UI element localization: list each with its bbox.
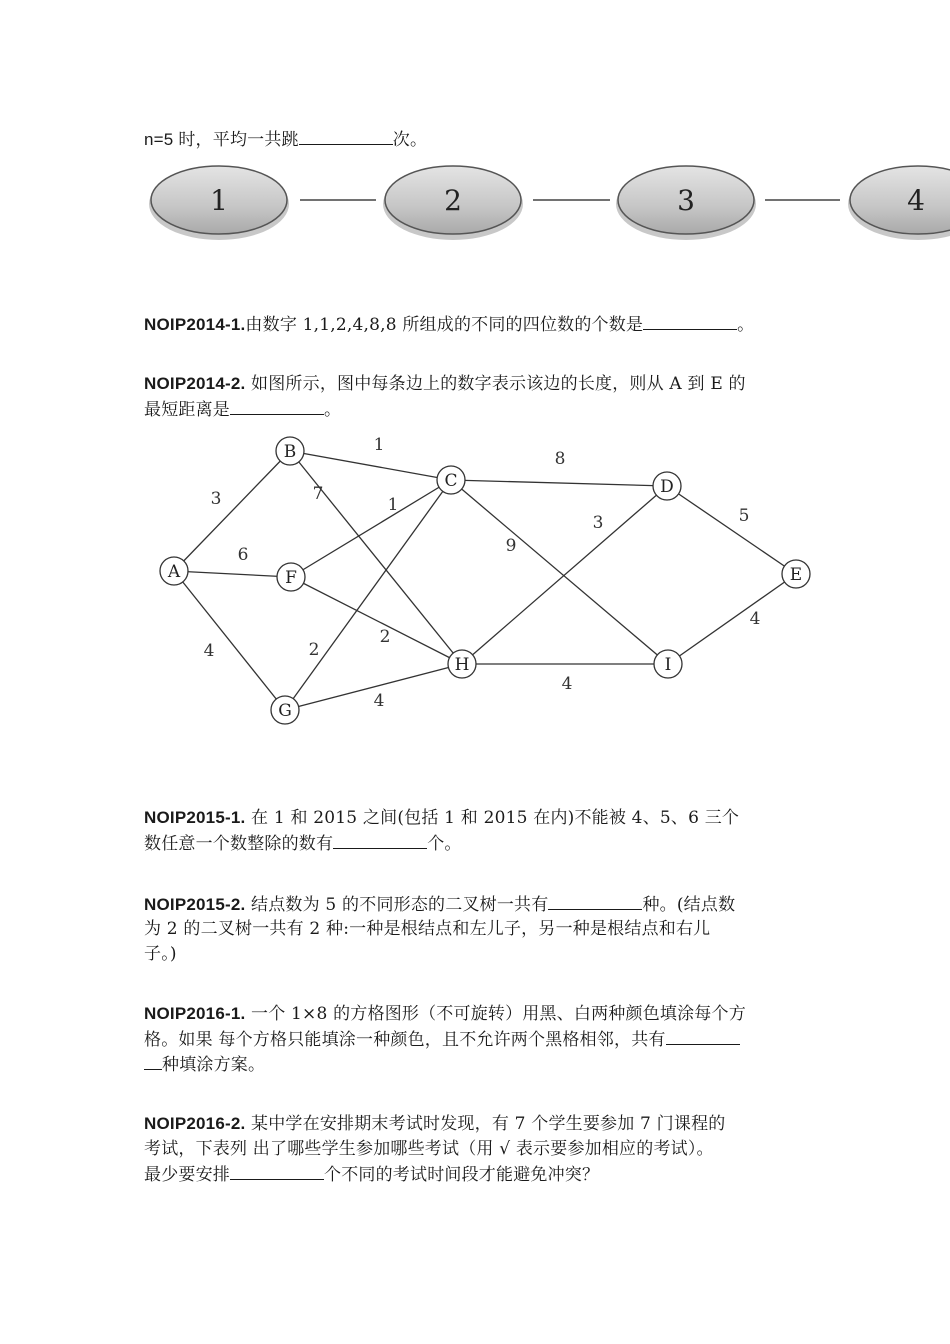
edge-weight-label: 3	[210, 489, 222, 509]
graph-node-f	[277, 563, 305, 591]
edge-weight-label: 4	[749, 609, 761, 629]
graph-edge-b-c	[290, 451, 451, 480]
question-2015-1-line1	[144, 807, 739, 829]
graph-edge-a-g	[174, 571, 285, 710]
graph-node-label: G	[278, 701, 292, 721]
edge-weight-label: 6	[237, 545, 249, 565]
edge-weight-label: 3	[592, 513, 604, 533]
chain-node-label: 4	[907, 184, 925, 217]
graph-node-c	[437, 466, 465, 494]
answer-blank-start	[666, 1028, 740, 1045]
question-label: NOIP2014-1.	[144, 315, 246, 334]
graph-node-g	[271, 696, 299, 724]
question-label: NOIP2015-1.	[144, 808, 246, 827]
question-2016-1-line1	[144, 1003, 746, 1025]
chain-node-label: 3	[677, 184, 695, 217]
jump-question-suffix: 次。	[392, 130, 428, 150]
answer-blank-end	[144, 1053, 162, 1070]
question-text: 某中学在安排期末考试时发现，有 7 个学生要参加 7 门课程的	[245, 1114, 726, 1134]
edge-weight-label: 4	[561, 674, 573, 694]
question-text: 个不同的考试时间段才能避免冲突？	[324, 1165, 600, 1185]
graph-node-label: D	[660, 477, 674, 497]
edge-weight-label: 1	[387, 495, 399, 515]
question-label: NOIP2016-2.	[144, 1114, 246, 1133]
graph-node-label: E	[789, 565, 803, 585]
question-2015-2-line2	[144, 918, 710, 940]
question-2015-1-line2	[144, 832, 462, 855]
edge-weight-label: 5	[738, 506, 750, 526]
graph-node-label: H	[454, 655, 470, 675]
graph-node-label: F	[285, 568, 297, 588]
question-text: 数任意一个数整除的数有	[144, 834, 334, 854]
graph-edge-a-f	[174, 571, 291, 577]
graph-edge-c-i	[451, 480, 668, 664]
graph-node-label: B	[283, 442, 297, 462]
question-label: NOIP2014-2.	[144, 374, 246, 393]
edge-weight-label: 8	[554, 449, 566, 469]
question-end: 。	[737, 315, 755, 335]
question-2015-2-line1	[144, 893, 735, 916]
question-text: 一个 1×8 的方格图形（不可旋转）用黑、白两种颜色填涂每个方	[245, 1004, 746, 1024]
chain-node-label: 1	[210, 184, 228, 217]
question-text: 为 2 的二叉树一共有 2 种:一种是根结点和左儿子，另一种是根结点和右儿	[144, 919, 711, 939]
chain-node-label: 2	[444, 184, 462, 217]
graph-edge-g-c	[285, 480, 451, 710]
question-end: 。	[324, 400, 342, 420]
question-2016-1-line2	[144, 1028, 740, 1051]
jump-question-prefix: n=5 时，平均一共跳	[144, 130, 299, 149]
graph-edge-i-e	[668, 574, 796, 664]
question-text: 考试，下表列 出了哪些学生参加哪些考试（用 √ 表示要参加相应的考试）。	[144, 1139, 714, 1159]
graph-node-i	[654, 650, 682, 678]
question-text: 由数字 1,1,2,4,8,8 所组成的不同的四位数的个数是	[245, 315, 644, 335]
question-label: NOIP2015-2.	[144, 895, 246, 914]
graph-node-h	[448, 650, 476, 678]
edge-weight-label: 4	[203, 641, 215, 661]
question-text: 如图所示，图中每条边上的数字表示该边的长度，则从 A 到 E 的	[245, 374, 746, 394]
graph-node-label: A	[167, 562, 181, 582]
graph-node-e	[782, 560, 810, 588]
graph-node-label: I	[664, 655, 672, 675]
question-text: 结点数为 5 的不同形态的二叉树一共有	[245, 895, 549, 915]
answer-blank	[333, 832, 427, 849]
question-text: 种。(结点数	[642, 895, 736, 915]
graph-edge-c-d	[451, 480, 667, 486]
edge-weight-label: 2	[308, 640, 320, 660]
edge-weight-label: 4	[373, 691, 385, 711]
question-2016-2-line1	[144, 1113, 725, 1135]
question-text: 在 1 和 2015 之间(包括 1 和 2015 在内)不能被 4、5、6 三个	[245, 808, 740, 828]
edge-weight-label: 7	[312, 484, 324, 504]
question-text: 格。如果 每个方格只能填涂一种颜色，且不允许两个黑格相邻，共有	[144, 1030, 666, 1050]
answer-blank	[548, 893, 642, 910]
question-text: 子。)	[144, 944, 177, 964]
graph-edge-a-b	[174, 451, 290, 571]
answer-blank	[230, 1163, 324, 1180]
graph-node-b	[276, 437, 304, 465]
question-text: 最少要安排	[144, 1165, 230, 1185]
graph-edge-b-h	[290, 451, 462, 664]
question-text: 种填涂方案。	[162, 1055, 266, 1075]
edge-weight-label: 9	[505, 536, 517, 556]
question-label: NOIP2016-1.	[144, 1004, 246, 1023]
question-2016-2-line2	[144, 1138, 714, 1160]
question-2016-1-line3	[144, 1053, 265, 1076]
question-text: 最短距离是	[144, 400, 230, 420]
question-2015-2-line3	[144, 943, 177, 965]
edge-weight-label: 2	[379, 627, 391, 647]
graph-node-label: C	[444, 471, 458, 491]
graph-edge-d-e	[667, 486, 796, 574]
edge-weight-label: 1	[373, 435, 385, 455]
question-end: 个。	[427, 834, 462, 854]
graph-node-a	[160, 557, 188, 585]
question-2016-2-line3	[144, 1163, 599, 1186]
graph-node-d	[653, 472, 681, 500]
